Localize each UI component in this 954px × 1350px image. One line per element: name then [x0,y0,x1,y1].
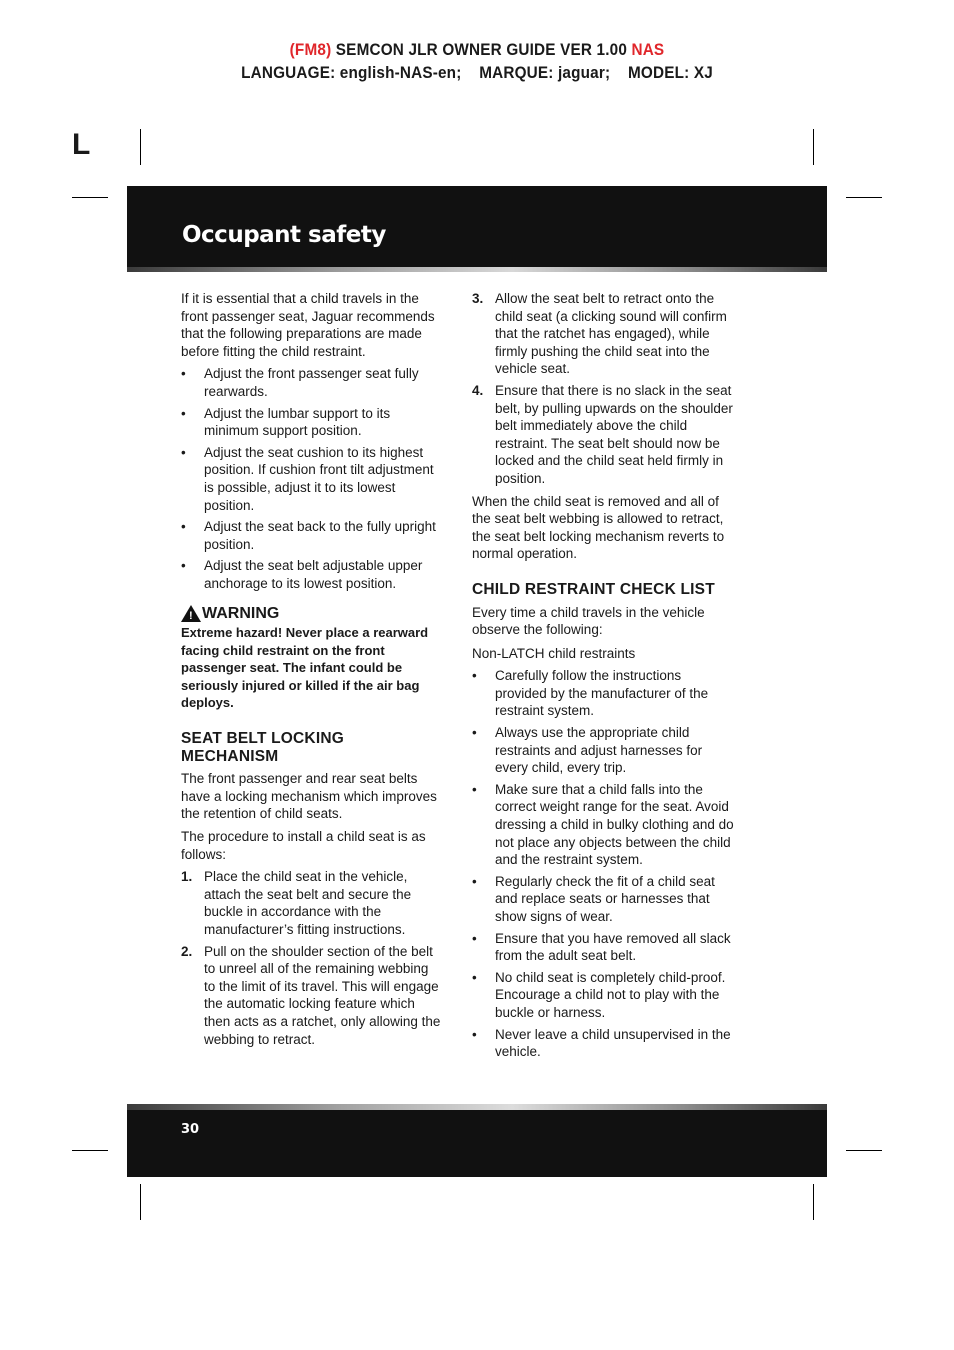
section-banner [127,186,827,272]
list-item: • Never leave a child unsupervised in the vehicle. [472,1026,731,1060]
bullet-icon: • [472,668,477,684]
list-item: • Always use the appropriate child restraints and adjust harnesses for every child, every trip. [472,725,703,776]
crop-mark [846,197,882,198]
bullet-icon: • [181,558,186,574]
list-item: • No child seat is completely child-proof. Encourage a child not to play with the buckle or harness. [472,969,726,1020]
footer-divider [127,1104,827,1110]
bullet-icon: • [472,930,477,946]
paragraph: The front passenger and rear seat belts have a locking mechanism which improves the retention of child seats. [181,771,437,822]
bullet-icon: • [472,969,477,985]
step-number: 3. [472,291,484,306]
procedure-steps [472,290,734,488]
bullet-icon: • [181,444,186,460]
list-item: 1. Place the child seat in the vehicle, attach the seat belt and secure the buckle in accordance with the manufacturer’s fitting instructions. [181,869,412,937]
crop-mark [813,129,814,165]
page-number: 30 [181,1122,200,1137]
crop-mark [140,1184,141,1220]
list-item: • Adjust the seat belt adjustable upper anchorage to its lowest position. [181,558,423,591]
warning-triangle-icon: ! [181,605,201,622]
bullet-icon: • [181,366,186,382]
crop-mark [813,1184,814,1220]
right-column [472,290,734,1066]
section-heading: SEAT BELT LOCKING MECHANISM [181,730,344,765]
bullet-icon: • [181,405,186,421]
banner-divider [127,267,827,272]
doc-header-line2: LANGUAGE: english-NAS-en; MARQUE: jaguar; MODEL: XJ [241,63,713,82]
bullet-icon: • [472,725,477,741]
warning-heading [181,605,443,623]
paragraph: The procedure to install a child seat is as follows: [181,829,426,862]
list-item: • Adjust the front passenger seat fully rearwards. [181,366,419,399]
list-item: 2. Pull on the shoulder section of the belt to unreel all of the remaining webbing to the limit of its travel. This will engage the automatic locking feature which then acts as a ratchet, only allowing the webbing to retract. [181,943,441,1047]
preparation-list [181,365,443,592]
bullet-icon: • [472,781,477,797]
list-item: 4. Ensure that there is no slack in the seat belt, by pulling upwards on the shoulder belt immediately above the child restraint. The seat belt should now be locked and the child seat held firmly in position. [472,382,733,486]
list-item: • Adjust the seat back to the fully upright position. [181,519,436,552]
page-footer [127,1104,827,1177]
procedure-steps [181,868,443,1048]
list-item: • Make sure that a child falls into the correct weight range for the seat. Avoid dressing a child in bulky clothing and do not place any objects between the child and the restraint system. [472,781,734,868]
step-number: 4. [472,382,484,398]
doc-header-line1 [48,40,907,60]
header-title: SEMCON JLR OWNER GUIDE VER 1.00 [335,40,628,59]
bullet-icon: • [181,519,186,535]
check-list [472,667,734,1060]
paragraph: When the child seat is removed and all of the seat belt webbing is allowed to retract, the seat belt locking mechanism reverts to normal operation. [472,493,725,562]
section-heading: CHILD RESTRAINT CHECK LIST [472,580,715,598]
list-item: • Adjust the lumbar support to its minimum support position. [181,405,391,439]
section-title: Occupant safety [182,222,386,248]
intro-paragraph: If it is essential that a child travels in the front passenger seat, Jaguar recommends that the following preparations are made before fitting the child restraint. [181,291,435,359]
list-item: • Ensure that you have removed all slack from the adult seat belt. [472,930,731,964]
crop-mark [72,1150,108,1151]
paragraph: Non-LATCH child restraints [472,645,636,661]
bullet-icon: • [472,873,477,889]
list-item: 3. Allow the seat belt to retract onto the child seat (a clicking sound will confirm that the ratchet has engaged), while firmly pushing the child seat into the vehicle seat. [472,291,727,377]
step-number: 1. [181,869,193,885]
left-column [181,290,443,1053]
crop-mark [72,197,108,198]
list-item: • Carefully follow the instructions provided by the manufacturer of the restraint system. [472,668,709,719]
header-region: NAS [631,40,665,59]
paragraph: Every time a child travels in the vehicle observe the following: [472,604,705,638]
bullet-icon: • [472,1026,477,1042]
list-item: • Adjust the seat cushion to its highest position. If cushion front tilt adjustment is possible, adjust it to its lowest position. [181,444,434,513]
crop-mark [846,1150,882,1151]
warning-text: Extreme hazard! Never place a rearward facing child restraint on the front passenger seat. The infant could be seriously injured or killed if the air bag deploys. [181,625,429,711]
step-number: 2. [181,943,193,959]
crop-mark [140,129,141,165]
corner-mark: L [72,128,91,161]
header-code: (FM8) [289,40,332,59]
warning-label: WARNING [202,604,280,622]
list-item: • Regularly check the fit of a child seat and replace seats or harnesses that show signs of wear. [472,873,715,924]
